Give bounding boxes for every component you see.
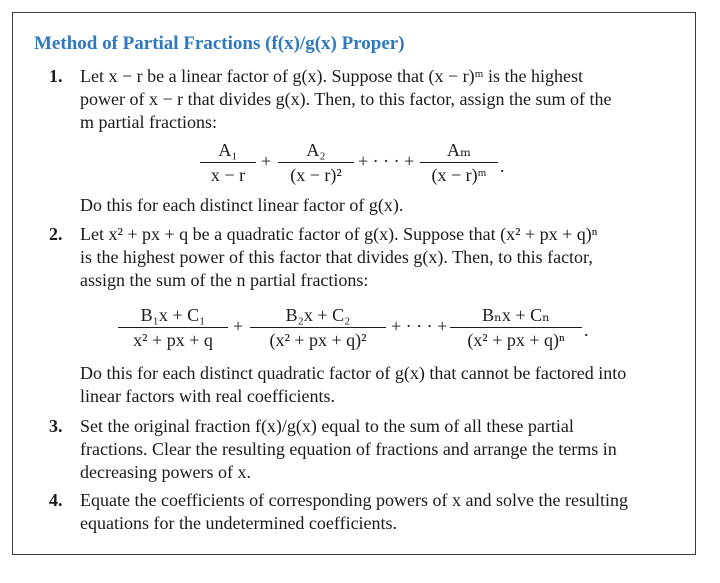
item-3-line-1: Set the original fraction f(x)/g(x) equal to the sum of all these partial: [80, 416, 574, 436]
formula-2-plus: +: [233, 316, 244, 336]
formula-2-period: .: [584, 320, 589, 340]
fraction-bar: [278, 162, 354, 163]
formula-1-term-m-numerator: Aₘ: [446, 140, 472, 160]
fraction-bar: [420, 162, 498, 163]
fraction-bar: [450, 327, 582, 328]
item-1-number: 1.: [49, 66, 63, 86]
item-2-number: 2.: [49, 224, 63, 244]
item-4-number: 4.: [49, 490, 63, 510]
formula-2-term-2-numerator: B₂x + C₂: [285, 305, 351, 325]
item-2-line-2: is the highest power of this factor that divides g(x). Then, to this factor,: [80, 247, 593, 267]
item-2-line-1: Let x² + px + q be a quadratic factor of g(x). Suppose that (x² + px + q)ⁿ: [80, 224, 598, 244]
formula-2-term-n-numerator: Bₙx + Cₙ: [482, 305, 550, 325]
formula-2-term-1-denominator: x² + px + q: [133, 330, 213, 350]
item-4-line-1: Equate the coefficients of corresponding powers of x and solve the resulting: [80, 490, 629, 510]
item-3-line-3: decreasing powers of x.: [80, 462, 251, 482]
item-1-after: Do this for each distinct linear factor of g(x).: [80, 195, 404, 215]
item-2-after-line-2: linear factors with real coefficients.: [80, 386, 336, 406]
fraction-bar: [118, 327, 228, 328]
formula-2-term-n: [450, 305, 582, 350]
item-4-line-2: equations for the undetermined coefficients.: [80, 513, 398, 533]
formula-2-term-1: [118, 305, 228, 350]
fraction-bar: [250, 327, 386, 328]
formula-1-term-2: [278, 140, 354, 185]
formula-1-term-1: [200, 140, 256, 185]
formula-1-period: .: [500, 156, 505, 176]
formula-1-term-m-denominator: (x − r)ᵐ: [431, 165, 487, 185]
item-1-line-3: m partial fractions:: [80, 112, 217, 132]
formula-1-ellipsis: + · · · +: [358, 151, 415, 171]
formula-1-term-m: [420, 140, 498, 185]
formula-1-plus: +: [261, 151, 272, 171]
formula-1-term-2-denominator: (x − r)²: [290, 165, 342, 185]
formula-1-term-1-numerator: A₁: [218, 140, 238, 160]
item-2-after-line-1: Do this for each distinct quadratic factor of g(x) that cannot be factored into: [80, 363, 627, 383]
formula-2-term-1-numerator: B₁x + C₁: [140, 305, 206, 325]
box-title: Method of Partial Fractions (f(x)/g(x) Proper): [34, 33, 405, 54]
formula-2-ellipsis: + · · · +: [391, 316, 448, 336]
formula-1-term-1-denominator: x − r: [210, 165, 246, 185]
fraction-bar: [200, 162, 256, 163]
item-3-line-2: fractions. Clear the resulting equation of fractions and arrange the terms in: [80, 439, 617, 459]
item-2-line-3: assign the sum of the n partial fractions:: [80, 270, 369, 290]
item-1-line-1: Let x − r be a linear factor of g(x). Suppose that (x − r)ᵐ is the highest: [80, 66, 583, 86]
formula-2-term-2-denominator: (x² + px + q)²: [269, 330, 367, 350]
item-1-line-2: power of x − r that divides g(x). Then, to this factor, assign the sum of the: [80, 89, 612, 109]
item-3-number: 3.: [49, 416, 63, 436]
formula-2-term-2: [250, 305, 386, 350]
formula-1-term-2-numerator: A₂: [306, 140, 326, 160]
formula-2-term-n-denominator: (x² + px + q)ⁿ: [467, 330, 565, 350]
